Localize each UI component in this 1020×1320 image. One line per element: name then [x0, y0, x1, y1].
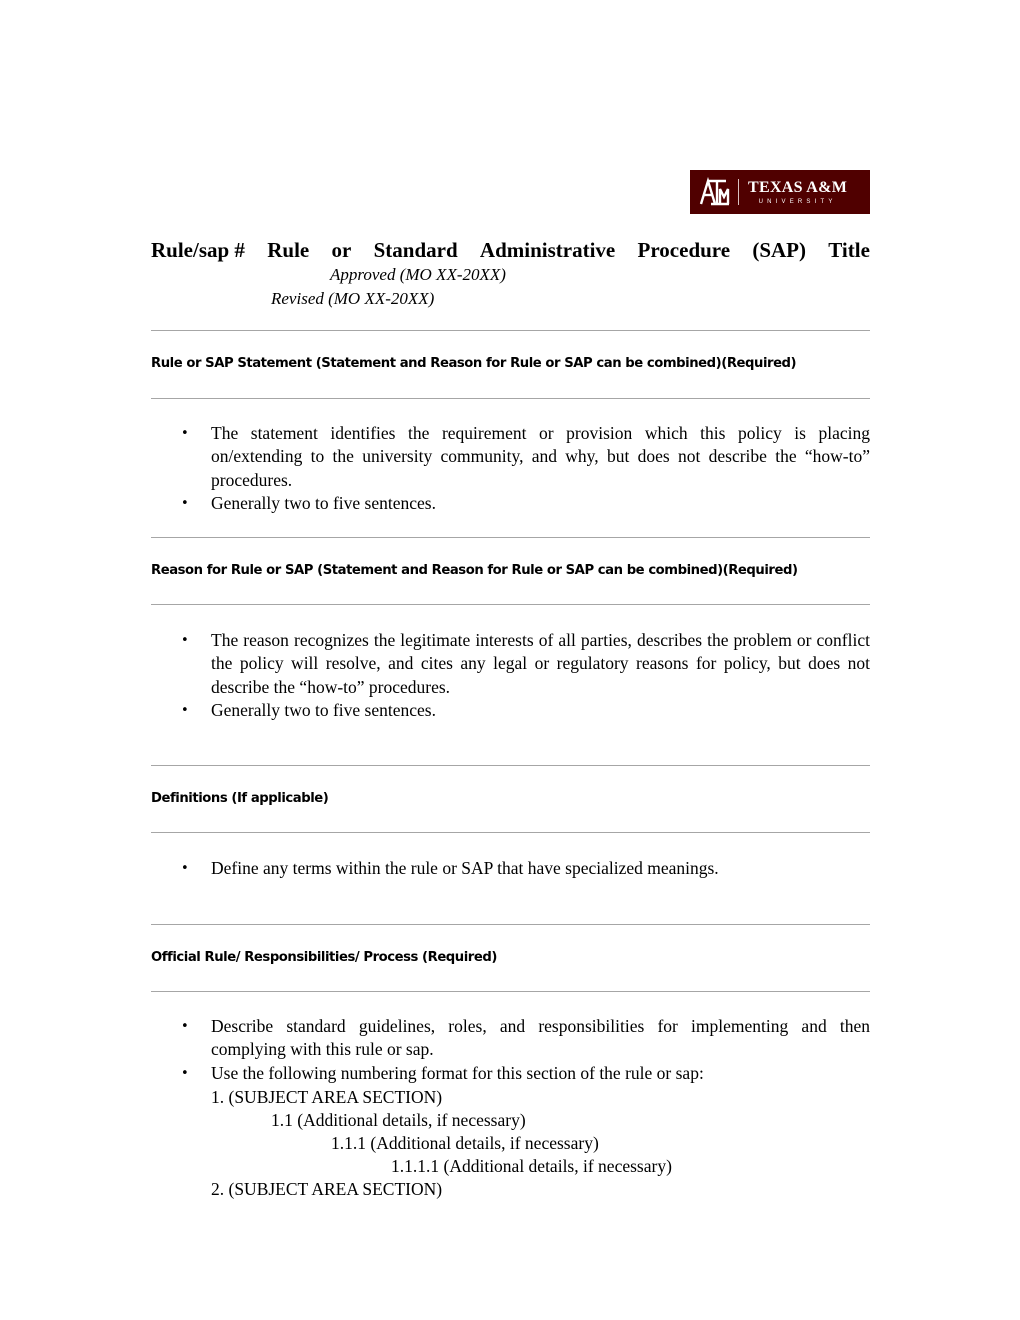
numbering-level-4: 1.1.1.1 (Additional details, if necessary) — [391, 1156, 672, 1176]
section-heading-official-rule: Official Rule/ Responsibilities/ Process (Required) — [151, 950, 497, 965]
logo-subtitle: UNIVERSITY — [758, 198, 837, 205]
section-divider — [151, 765, 870, 766]
revised-date: Revised (MO XX-20XX) — [271, 289, 435, 308]
logo-name: TEXAS A&M — [748, 178, 848, 196]
list-item: • Generally two to five sentences. — [211, 699, 870, 722]
section-divider — [151, 398, 870, 399]
rule-number: Rule/sap # — [151, 238, 245, 262]
numbering-level-1-next: 2. (SUBJECT AREA SECTION) — [211, 1179, 443, 1199]
section-divider — [151, 537, 870, 538]
title-word: or — [331, 238, 352, 262]
section-heading-statement: Rule or SAP Statement (Statement and Reason for Rule or SAP can be combined)(Required) — [151, 356, 797, 371]
texas-am-logo — [690, 170, 870, 214]
numbering-level-2: 1.1 (Additional details, if necessary) — [271, 1110, 526, 1130]
section-divider — [151, 330, 870, 331]
logo-divider — [738, 179, 739, 205]
list-item: • Define any terms within the rule or SAP that have specialized meanings. — [211, 857, 870, 880]
section-divider — [151, 924, 870, 925]
title-word: (SAP) — [752, 238, 807, 262]
reason-bullet-list — [211, 629, 870, 722]
section-divider — [151, 832, 870, 833]
title-word: Procedure — [637, 238, 731, 262]
approved-date: Approved (MO XX-20XX) — [330, 265, 506, 284]
section-divider — [151, 991, 870, 992]
numbering-level-3: 1.1.1 (Additional details, if necessary) — [331, 1133, 599, 1153]
title-word: Administrative — [479, 238, 616, 262]
section-divider — [151, 604, 870, 605]
page-title — [151, 237, 870, 263]
definitions-bullet-list — [211, 857, 870, 880]
logo-text — [748, 180, 847, 205]
title-word: Rule — [267, 238, 310, 262]
list-item: • Describe standard guidelines, roles, and responsibilities for implementing and then complying with this rule or sap. — [211, 1015, 870, 1062]
list-item: • Generally two to five sentences. — [211, 492, 870, 515]
numbering-level-1: 1. (SUBJECT AREA SECTION) — [211, 1087, 443, 1107]
official-rule-bullet-list — [211, 1015, 870, 1085]
title-word: Title — [828, 238, 870, 262]
statement-bullet-list — [211, 422, 870, 515]
atm-logo-mark-icon — [698, 177, 732, 207]
list-item: • The reason recognizes the legitimate interests of all parties, describes the problem or conflict the policy will resolve, and cites any legal or regulatory reasons for policy, but does not describe the “how-to” procedures. — [211, 629, 870, 699]
section-heading-reason: Reason for Rule or SAP (Statement and Reason for Rule or SAP can be combined)(Required) — [151, 563, 798, 578]
section-heading-definitions: Definitions (If applicable) — [151, 791, 329, 806]
list-item: • The statement identifies the requirement or provision which this policy is placing on/extending to the university community, and why, but does not describe the “how-to” procedures. — [211, 422, 870, 492]
list-item: • Use the following numbering format for this section of the rule or sap: — [211, 1062, 870, 1085]
title-word: Standard — [373, 238, 458, 262]
